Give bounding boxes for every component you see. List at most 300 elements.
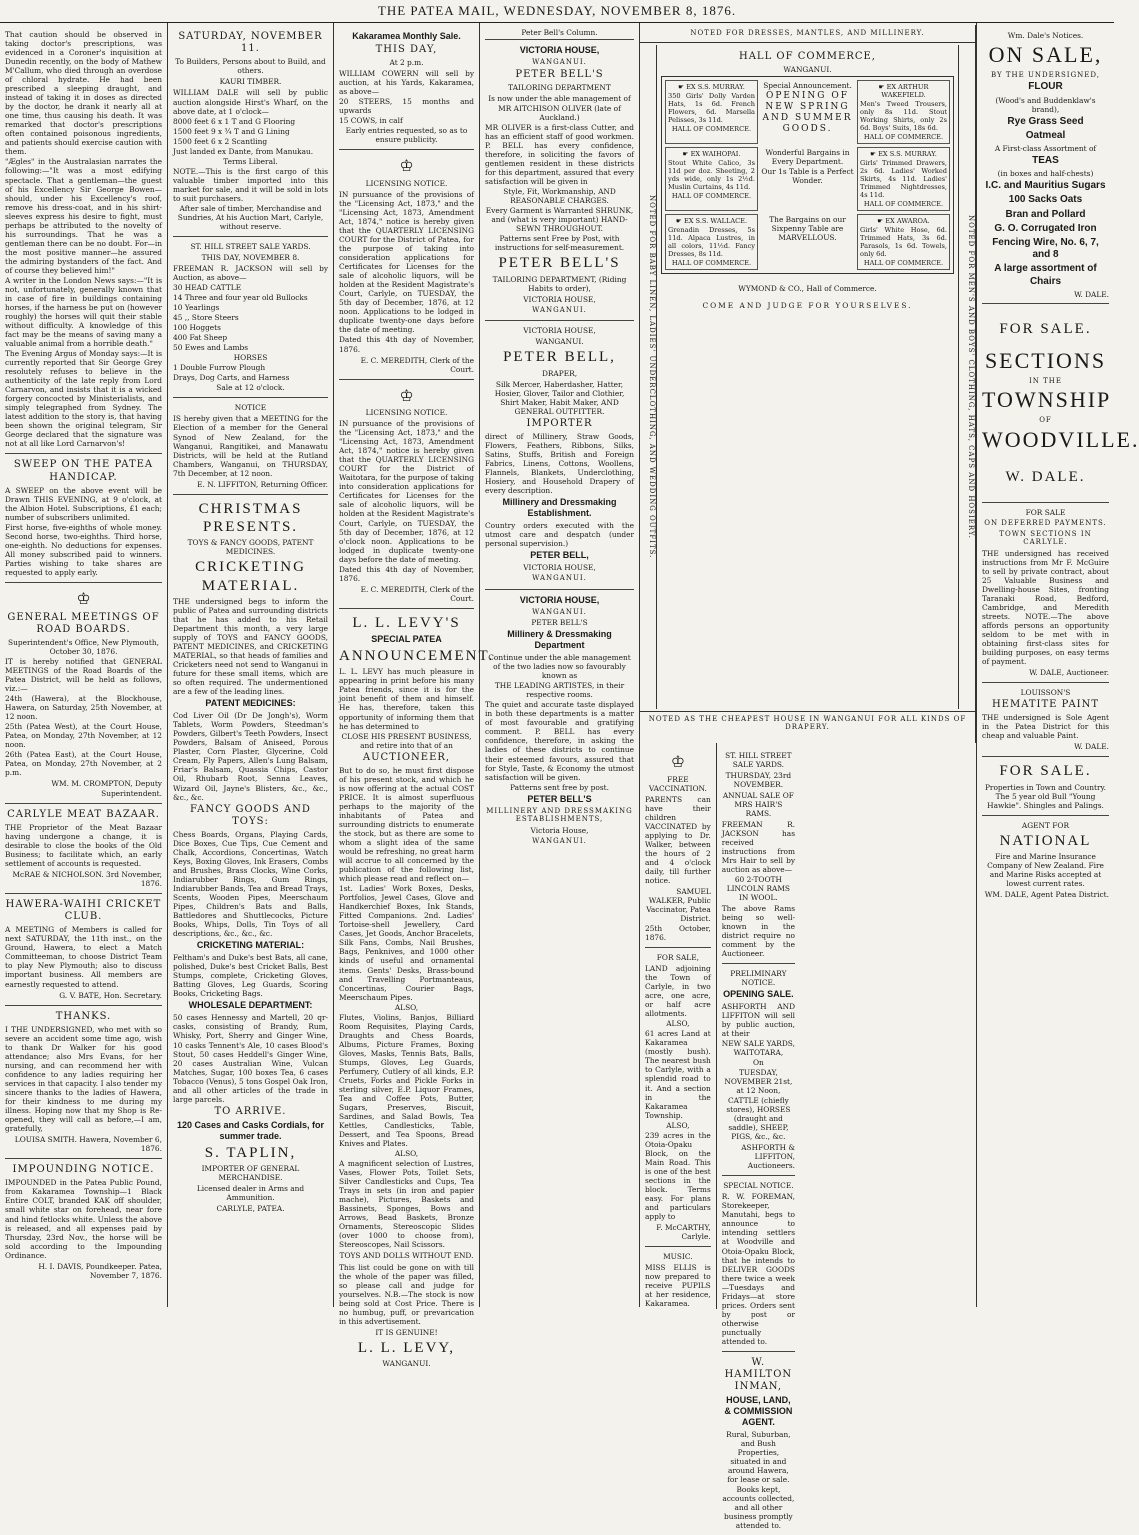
vacc-body: PARENTS can have their children VACCINATED by applying to Dr. Walker, between the hours of 2 and 4 o'clock daily, till further notice. (645, 794, 711, 885)
meat-signature: McRAE & NICHOLSON. 3rd November, 1876. (12, 869, 162, 888)
sale-signature: F. McCARTHY, Carlyle. (656, 1222, 711, 1242)
boards-body: IT is hereby notified that GENERAL MEETINGS of the Road Boards of the Patea District, will be held as follows, viz.:— (5, 657, 162, 694)
stock-line: 30 HEAD CATTLE (173, 283, 242, 293)
fs2-signature: W. DALE, Auctioneer. (1029, 667, 1109, 677)
pointing-hand-icon: ☛ (877, 217, 886, 226)
importer-title: IMPORTER (526, 417, 593, 429)
boards-meeting: 26th (Patea East), at the Court House, Patea, on Monday, 27th November, at 2 p.m. (5, 750, 162, 778)
taplin-licence: Licensed dealer in Arms and Ammunition. (196, 1184, 305, 1203)
tailor-style: Style, Fit, Workmanship, AND REASONABLE CHARGES. (503, 187, 616, 206)
timber-line: 1500 feet 9 x ¾ T and G Lining (173, 126, 290, 136)
inman-advert (722, 1352, 795, 1535)
boards-title: GENERAL MEETINGS OF ROAD BOARDS. (7, 611, 160, 635)
sale-also-2: ALSO, (666, 1120, 690, 1130)
cmat-title: CRICKETING MATERIAL: (196, 940, 305, 951)
importer-body: direct of Millinery, Straw Goods, Flowers, Feathers, Ribbons, Silks, Satins, Stuffs, British and Foreign Fabrics, Linens, Cottons, Woollens, Flannels, Blankets, Underclothing, Hosiery, and Household Drapery of every description. (485, 431, 634, 496)
box-body: Grenadin Dresses, 5s 11d. Alpaca Lustres, in all colors, 11½d. Fancy Dresses, 8s 11d. (668, 226, 755, 259)
hall-of-commerce-advert (640, 25, 976, 743)
table-note: Our 1s Table is a Perfect Wonder. (761, 167, 854, 186)
mill-body: Country orders executed with the utmost care and despatch (under personal supervision.) (485, 521, 634, 549)
levy-body: L. L. LEVY has much pleasure in appearing in print before his many Patea friends, since it is for the joint benefit of them and himself. He has, therefore, taken this opportunity of informing them that he has determined to (339, 667, 474, 731)
vh2-title: VICTORIA HOUSE, (523, 326, 596, 336)
vh3-artistes: THE LEADING ARTISTES, in their respective rooms. (494, 681, 625, 700)
meat-body: THE Proprietor of the Meat Bazaar having undergone a change, it is desirable to close the books of the Old Business; to facilitate which, an early settlement of accounts is requested. (5, 822, 162, 868)
vh3-est: MILLINERY AND DRESSMAKING ESTABLISHMENTS, (486, 806, 633, 824)
levy-close: CLOSE HIS PRESENT BUSINESS, and retire into that of an (341, 731, 472, 750)
boards-signature: WM. M. CROMPTON, Deputy Superintendent. (51, 779, 162, 798)
box-body: 350 Girls' Dolly Varden Hats, 1s 6d. French Flowers, 6d. Marsella Pelisses, 3s 11d. (668, 91, 755, 124)
dale-head: Wm. Dale's Notices. (1007, 31, 1084, 40)
thanks-advert (5, 1006, 162, 1160)
tailor-sub: TAILORING DEPARTMENT (508, 82, 611, 92)
inman-sub: HOUSE, LAND, & COMMISSION AGENT. (724, 1395, 793, 1428)
tailor-patterns: Patterns sent Free by Post, with instructions for self-measurement. (494, 234, 625, 253)
sixpenny-table (761, 214, 854, 270)
box-foot: HALL OF COMMERCE. (671, 192, 752, 201)
annual-sale: ANNUAL SALE OF MRS HAIR'S RAMS. (722, 791, 794, 819)
news-article (5, 26, 162, 454)
pound-signature: H. I. DAVIS, Poundkeeper. Patea, November 7, 1876. (38, 1261, 162, 1280)
at-time: At 2 p.m. (389, 58, 424, 68)
millinery-advert (485, 590, 634, 852)
rams-note: The above Rams being so well-known in the district require no comment by the Auctioneer. (721, 903, 795, 958)
rye: Rye Grass Seed (1007, 115, 1084, 127)
xmas-title: CHRISTMAS PRESENTS. (198, 500, 303, 535)
stock-line: 400 Fat Sheep (173, 333, 228, 343)
levy-address: WANGANUI. (382, 1359, 431, 1369)
vh2-place: WANGANUI. (535, 337, 584, 347)
sections: SECTIONS (984, 348, 1107, 374)
ashforth-signature: ASHFORTH & LIFFITON, Auctioneers. (741, 1143, 795, 1171)
bran: Bran and Pollard (1005, 208, 1086, 220)
of: OF (1039, 416, 1052, 425)
this-day: THIS DAY, (375, 43, 438, 55)
pb2-title: PETER BELL'S (498, 255, 621, 272)
oats: 100 Sacks Oats (1008, 194, 1083, 206)
levy-signature: L. L. LEVY, (357, 1339, 456, 1356)
vh3-pb: PETER BELL'S (531, 618, 588, 628)
crick-body: THE undersigned begs to inform the public of Patea and surrounding districts that he has added to his Retail Department this month, a very large supply of TOYS and FANCY GOODS, PATENT MEDICINES, and CRICKETING MATERIAL, so that heads of families and Cricketers need not send to Wanganui in future for these small items, which are so often required. The undermentioned are a few of the leading lines. (173, 596, 328, 697)
fs3-title: FOR SALE. (999, 763, 1092, 780)
tailor-title: PETER BELL'S (515, 68, 604, 80)
paint-title: LOUISSON'S (1020, 688, 1071, 697)
vacc-signature: SAMUEL WALKER, Public Vaccinator, Patea District. (646, 886, 711, 923)
opening: OPENING OF NEW SPRING AND SUMMER GOODS. (762, 90, 853, 134)
fs-title: FOR SALE. (999, 320, 1092, 337)
cricket-club-advert (5, 894, 162, 1006)
hall-place: WANGANUI. (783, 64, 832, 74)
steers-line: 20 STEERS, 15 months and upwards (339, 97, 474, 116)
taplin-title: S. TAPLIN, (204, 1144, 297, 1161)
paint-body: THE undersigned is Sole Agent in the Patea District for this cheap and valuable Paint. (982, 713, 1109, 741)
article-paragraph: A writer in the London News says:—"It is not, unfortunately, generally known that in case of fire in buildings containing horses, if the harness be put on (however roughly) the horses will quit their stable without difficulty. A knowledge of this fact may be the means of saving many a valuable animal from a horrible death." (5, 275, 162, 349)
box-head: ☛ EX WAIHOPAI. (682, 149, 741, 158)
music-title: MUSIC. (663, 1252, 693, 1262)
tailor-warrant: Every Garment is Warranted SHRUNK, and (what is very important) HAND-SEWN THROUGHOUT. (485, 206, 634, 234)
fs2-body: THE undersigned has received instructions from Mr F. McGuire to sell by private contract, about 25 Valuable Business and Dwelling-house Sites, fronting Taranaki Road, Bedford, Cambridge, and Meredith streets. NOTE.—The above affords persons an opportunity seldom to be met with in obtaining first-class sites for building purposes, on easy terms of payment. (982, 548, 1109, 666)
column-6 (717, 743, 800, 1530)
column-1 (0, 23, 168, 1307)
cricket-body: A MEETING of Members is called for next SATURDAY, the 11th inst., on the Ground, Hawera, to elect a Match Committeeman, to choose District Team to play New Plymouth; also to discuss important business. All members are earnestly requested to attend. (5, 925, 162, 989)
cricket-title: HAWERA-WAIHI CRICKET CLUB. (5, 898, 162, 923)
cowern-body: WILLIAM COWERN will sell by auction, at his Yards, Kakaramea, as above— (339, 69, 474, 97)
tailor-mgmt: Is now under the able management of (488, 93, 631, 103)
hematite-paint-advert (982, 683, 1109, 757)
chairs: A large assortment of Chairs (994, 263, 1097, 287)
special-notice-advert (722, 1176, 795, 1352)
taplin-address: CARLYLE, PATEA. (216, 1204, 285, 1214)
vh3-patterns: Patterns sent free by post. (510, 782, 609, 792)
music-advert (645, 1247, 711, 1313)
article-paragraph: That caution should be observed in taking doctor's prescriptions, was evidenced in a Coroner's inquisition at Dunedin recently, on the body of Mathew M'Callum, who died through an overdose of chloral hydrate. He had been prescribed a sleeping draught, and instead of taking it in doses as directed by the doctor, he drank it nearly all at one time, thus causing his death. It was remarked that doctor's prescriptions often contained poisonous ingredients, and patients should exercise caution with them. (5, 30, 162, 157)
levy-sub: SPECIAL PATEA (371, 634, 442, 645)
vh1-title: VICTORIA HOUSE, (519, 45, 600, 56)
meat-title: CARLYLE MEAT BAZAAR. (7, 808, 160, 820)
jackson-body-6: FREEMAN R. JACKSON has received instructions from Mrs Hair to sell by auction as above— (721, 820, 795, 875)
patent-body: Cod Liver Oil (Dr De Jongh's), Worm Tablets, Worm Powders, Steedman's Powders, Gilbert's Teeth Powders, Insect Powders, Balsam of Aniseed, Porous Plaster, Corn Plaster, Glycerine, Cold Cream, Fly Papers, Allen's Lung Balsam, Friar's Balsam, Quassia Chips, Castor Oil, Rhubarb Root, Senna Leaves, Wizard Oil, Jayne's Blisters, &c., &c., &c., &c. (173, 711, 328, 802)
hall-title: HALL OF COMMERCE, (738, 50, 876, 62)
lic2-body: IN pursuance of the provisions of the "Licensing Act, 1873," and the "Licensing Act, 1873, Amendment Act, 1874," notice is hereby given that the QUARTERLY LICENSING COURT for the District of Waitotara, for the purpose of taking into consideration applications for Certificates for Licenses for the sale of alcoholic liquors, will be holden at the Resident Magistrate's Court, Carlyle, on TUESDAY, the 5th day of December, 1876, at 12 o'clock noon. Applications to be lodged in duplicate twenty-one days before the date of meeting. (339, 419, 474, 564)
bargain-box (857, 80, 950, 144)
bargain-box (857, 147, 950, 211)
paint-signature: W. DALE. (1074, 742, 1109, 752)
notice-title: NOTICE (234, 403, 267, 413)
opening-sale-advert (722, 964, 795, 1177)
mill-title: Millinery and Dressmaking Establishment. (502, 497, 617, 519)
tailor-body: MR OLIVER is a first-class Cutter, and has an efficient staff of good workmen. P. BELL has every confidence, therefore, in soliciting the favors of gentlemen resident in these districts for this department, assured that every satisfaction will be given in (485, 122, 634, 187)
lic2-date: Dated this 4th day of November, 1876. (339, 564, 474, 583)
crown-emblem-icon: ♔ (670, 752, 686, 771)
road-boards-advert (5, 583, 162, 803)
wholesale-title: WHOLESALE DEPARTMENT: (188, 1000, 313, 1011)
box-body: Girls' Trimmed Drawers, 2s 6d. Ladies' Worked Skirts, 4s 11d. Ladies' Trimmed Nightdresses, 4s 11d. (860, 159, 947, 200)
masthead: THE PATEA MAIL, WEDNESDAY, NOVEMBER 8, 1876. (0, 0, 1114, 23)
sweep-title: SWEEP ON THE PATEA HANDICAP. (13, 459, 154, 483)
draper-advert (485, 321, 634, 589)
sale-body-2: 61 acres Land at Kakaramea (mostly bush). The nearest bush to Carlyle, with a splendid road to it. And a section in the Kakaramea Township. (645, 1029, 711, 1120)
box-head: ☛ EX ARTHUR WAKEFIELD. (878, 82, 929, 99)
stock-line: 50 Ewes and Lambs (173, 343, 249, 353)
township: TOWNSHIP (982, 387, 1112, 413)
synod-notice (173, 398, 328, 494)
column-5-lower (640, 743, 717, 1309)
kauri-title: KAURI TIMBER. (219, 77, 282, 87)
box-body: Men's Tweed Trousers, only 8s 11d. Stout Working Shirts, only 2s 6d. Boys' Suits, 18s 6d. (860, 99, 947, 132)
kakaramea-sale-advert (339, 26, 474, 150)
iron: G. O. Corrugated Iron (994, 222, 1097, 234)
carlyle-sections-advert (982, 503, 1109, 683)
timber-sale-advert (173, 26, 328, 237)
fancy-body: Chess Boards, Organs, Playing Cards, Dice Boxes, Cue Tips, Cue Cement and Chalk, Accordions, Concertinas, Watch Keys, Boxing Gloves, Ink Erasers, Combs and Brushes, Brass Clocks, Wine Corks, Indiarubber Rings, Gum Rings, Indiarubber Bands, Tea and Bread Trays, Scents, Wooden Pipes, Meerschaum Pipes, Children's Bats and Balls, Battledores and Shuttlecocks, Picture Books, Whips, Dolls, Tin Toys of all descriptions, &c., &c., &c. (173, 829, 328, 939)
lic1-date: Dated this 4th day of November, 1876. (339, 335, 474, 354)
meat-bazaar-advert (5, 804, 162, 894)
pointing-hand-icon: ☛ (675, 217, 684, 226)
rams-line: 60 2-TOOTH LINCOLN RAMS IN WOOL. (726, 875, 790, 903)
levy-announcement: ANNOUNCEMENT. (339, 648, 495, 665)
woodville: WOODVILLE. (982, 426, 1139, 452)
levy-advert (339, 609, 495, 1374)
foreman-body: R. W. FOREMAN, Storekeeper, Manutahi, begs to announce to intending settlers at Woodville and Otoia-Opaku Block, that he intends to DELIVER GOODS there twice a week—Tuesdays and Fridays—at store prices. Orders sent by post or otherwise punctually attended to. (721, 1192, 795, 1346)
on-sale: ON SALE, (988, 42, 1103, 68)
lic2-signature: E. C. MEREDITH, Clerk of the Court. (360, 584, 474, 603)
dale-on-sale-advert (982, 26, 1109, 304)
stock-line: 100 Hoggets (173, 323, 221, 333)
pb3-signature: PETER BELL, (530, 550, 589, 561)
vh3-signature: PETER BELL'S (527, 793, 592, 804)
sweep-advert (5, 454, 162, 583)
stock-line: Drays, Dog Carts, and Harness (173, 373, 290, 383)
paint-sub: HEMATITE PAINT (991, 699, 1100, 711)
fs2-sub: ON DEFERRED PAYMENTS. (984, 518, 1107, 527)
timber-note: Just landed ex Dante, from Manukau. (173, 146, 314, 156)
noted-bottom: NOTED AS THE CHEAPEST HOUSE IN WANGANUI FOR ALL KINDS OF DRAPERY. (640, 711, 975, 735)
vaccination-advert (645, 746, 711, 948)
new-yards: NEW SALE YARDS, WAITOTARA, (721, 1038, 795, 1057)
vh3-vh: Victoria House, (530, 825, 589, 835)
bargain-grid (661, 76, 954, 275)
fs2-town: TOWN SECTIONS IN CARLYLE. (999, 529, 1092, 547)
come-judge: COME AND JUDGE FOR YOURSELVES. (702, 301, 913, 311)
pound-body: IMPOUNDED in the Patea Public Pound, from Kakaramea Township—1 Black Entire COLT, branded KAK off shoulder, small white star on forehead, near fore and hind fetlocks white. Unless the above is released, and all expenses paid by Thursday, 23rd Nov., the horse will be sold according to the Impounding Ordinance. (5, 1178, 162, 1260)
lic1-signature: E. C. MEREDITH, Clerk of the Court. (360, 355, 474, 374)
special-title: SPECIAL NOTICE. (723, 1181, 794, 1191)
notice-signature: E. N. LIFFITON, Returning Officer. (197, 479, 328, 489)
bargain-box (665, 80, 758, 144)
notice-body: IS hereby given that a MEETING for the Election of a member for the General Synod of New Zealand, for the Wanganui, Rangitikei, and Manawatu Districts, will be held at the Rutland Chambers, Wanganui, on THURSDAY, 7th December, at 12 noon. (173, 414, 328, 478)
lic1-title: LICENSING NOTICE. (365, 178, 448, 188)
cmat-body: Feltham's and Duke's best Bats, all cane, polished, Duke's best Cricket Balls, Best Stumps, complete, Cricketing Gloves, Batting Gloves, Leg Guards, Scoring Books, Cricketing Bags. (173, 953, 328, 999)
sale-title: FOR SALE, (656, 953, 699, 963)
national: NATIONAL (999, 832, 1092, 849)
tailoring-advert (485, 39, 634, 321)
levy-body-2: But to do so, he must first dispose of his present stock, and which he is now offering at the actual COST PRICE. It is almost superfluous perhaps to the majority of the inhabitants of Patea and surrounding districts to enumerate the stock, but as there are some to whom a slight idea of the same would be refreshing, no great harm will accrue to all concerned by the publication of the following list, which please read and reflect on— (339, 765, 474, 884)
w-dale: W. DALE. (1005, 468, 1086, 485)
sat-title: SATURDAY, NOVEMBER 11. (178, 31, 323, 55)
inman-title: W. HAMILTON INMAN, (724, 1356, 793, 1393)
box-foot: HALL OF COMMERCE. (671, 259, 752, 268)
land-sale-advert (645, 948, 711, 1247)
article-paragraph: The Evening Argus of Monday says:—It is currently reported that Sir George Grey resolutely refuses to believe in the authenticity of the late reply from Lord Carnarvon, and insists that it is a wicked forgery concocted by Ministerialists, and simply telegraphed from Sydney. The latest addition to the story is, that having been shown the original telegram, Sir George declared that the signature was not at all like Lord Carnarvon's! (5, 349, 162, 449)
levy-list: 1st. Ladies' Work Boxes, Desks, Portfolios, Jewel Cases, Glove and Handkerchief Boxes, Ink Stands, Fitted Companions. 2nd. Ladies' Tortoise-shell Jewellery, Card Cases, Jet Goods, Anchor Bracelets, Silk Fans, Combs, Nail Brushes, Bags, Penknives, and 1000 other kinds of useful and ornamental items. Gents' Desks, Brass-bound and Travelling Portmanteaus, Concertinas, Courier Bags, Meerschaum Pipes. (339, 884, 474, 1002)
noted-right: NOTED FOR MEN'S AND BOYS' CLOTHING, HATS, CAPS AND HOSIERY. (958, 45, 975, 709)
pb2-place: WANGANUI. (532, 305, 587, 314)
in-the: IN THE (1029, 376, 1062, 385)
vacc-date: 25th October, 1876. (645, 924, 711, 943)
vh1-place: WANGANUI. (532, 58, 587, 66)
draper-trades: Silk Mercer, Haberdasher, Hatter, Hosier, Glover, Tailor and Clothier, Shirt Maker, Habit Maker, AND GENERAL OUTFITTER. (494, 379, 625, 416)
levy-auctioneer: AUCTIONEER, (362, 751, 451, 763)
yards-date-6: THURSDAY, 23rd NOVEMBER. (725, 771, 792, 790)
sugars: I.C. and Mauritius Sugars (985, 180, 1106, 192)
box-foot: HALL OF COMMERCE. (671, 124, 752, 133)
cows-line: 15 COWS, in calf (339, 116, 403, 126)
box-foot: HALL OF COMMERCE. (863, 200, 944, 209)
pointing-hand-icon: ☛ (870, 149, 879, 158)
crown-emblem-icon: ♔ (76, 589, 91, 609)
bargain-box (665, 147, 758, 211)
box-body: Stout White Calico, 3s 11d per doz. Sheeting, 2 yds wide, only 1s 2½d. Muslin Curtains, 4s 11d. (668, 159, 755, 192)
fs3-body: Properties in Town and Country. The 5 year old Bull "Young Hawkie". Shingles and Palings. (984, 782, 1107, 810)
licensing-notice-patea (339, 150, 474, 379)
dale-signature: W. DALE. (1074, 289, 1109, 299)
patent-title: PATENT MEDICINES: (205, 698, 296, 709)
teas: TEAS (1032, 155, 1059, 167)
cricket-signature: G. V. BATE, Hon. Secretary. (59, 990, 162, 1000)
timber-line: 1500 feet 6 x 2 Scantling (173, 136, 268, 146)
sweep-body: A SWEEP on the above event will be Drawn THIS EVENING, at 9 o'clock, at the Albion Hotel. Subscriptions, £1 each; number of subscribers unlimited. (5, 485, 162, 522)
pb2-sub: TAILORING DEPARTMENT, (Riding Habits to order), (492, 274, 627, 293)
column-5 (640, 23, 975, 1530)
vh3-body-2: The quiet and accurate taste displayed in both these departments is a matter of most favourable and gratifying comment. P. BELL has every confidence, therefore, in asking the ladies of these districts to continue their esteemed favours, assured that for Style, Taste, & Economy the utmost satisfaction will be given. (485, 700, 634, 782)
oatmeal: Oatmeal (1025, 129, 1066, 141)
fs2-title: FOR SALE (1025, 507, 1066, 517)
entries-note: Early entries requested, so as to ensure publicity. (345, 126, 468, 145)
crick-title: CRICKETING MATERIAL. (195, 559, 306, 594)
bargain-box (665, 214, 758, 270)
draper-sub: DRAPER, (541, 368, 578, 378)
sixpenny: The Bargains on our Sixpenny Table are MARVELLOUS. (769, 215, 846, 243)
woodville-advert (982, 304, 1139, 503)
levy-also-2: ALSO, (394, 1149, 419, 1159)
arrive-title: TO ARRIVE. (214, 1105, 287, 1117)
nat-body: Fire and Marine Insurance Company of New Zealand. Fire and Marine Risks accepted at lowest current rates. (987, 852, 1104, 889)
taplin-sub: IMPORTER OF GENERAL MERCHANDISE. (201, 1164, 300, 1183)
yards-title: ST. HILL STREET SALE YARDS. (190, 241, 311, 251)
thanks-body: I THE UNDERSIGNED, who met with so severe an accident some time ago, wish to thank Dr Walker for his good attendance; also Mrs Evans, for her nursing, and can recommend her with confidence to any ladies requiring her services in that capacity. I also tender my sincere thanks to the ladies of Hawera, for their kindness to me during my illness. Hoping now that my Shop is Re-opened, they will call as before,—I am, gratefully, (5, 1024, 162, 1134)
peter-bell-column-head: Peter Bell's Column. (521, 28, 598, 37)
boards-meeting: 24th (Hawera), at the Blockhouse, Hawera, on Saturday, 25th November, at 12 noon. (5, 694, 162, 722)
column-7 (976, 23, 1139, 1307)
nat-signature: WM. DALE, Agent Patea District. (984, 890, 1109, 900)
vh3-place-2: WANGANUI. (532, 836, 587, 845)
fancy-title: FANCY GOODS AND TOYS: (190, 803, 311, 827)
lic2-title: LICENSING NOTICE. (365, 408, 448, 418)
levy-title: L. L. LEVY'S (352, 614, 461, 631)
flour-note: (Wood's and Buddenklaw's brand), (995, 95, 1096, 114)
stock-line: 1 Double Furrow Plough (173, 363, 266, 373)
after-sale: After sale of timber, Merchandise and Sundries, At his Auction Mart, Carlyle, without reserve. (177, 203, 324, 231)
box-foot: HALL OF COMMERCE. (863, 259, 944, 268)
pound-title: IMPOUNDING NOTICE. (12, 1164, 155, 1176)
insurance-advert (982, 816, 1109, 904)
sale-also: ALSO, (666, 1019, 690, 1029)
levy-list-3: A magnificent selection of Lustres, Vases, Flower Pots, Toilet Sets, Silver Candlesticks and Cups, Tea Trays in sets (in iron and papier mache), Pictures, Baskets and Bassinets, Sponges, Bows and Arrows, Bead Baskets, Bronze Ornaments, Stereoscopic Slides (over 1000 to choose from), Stereoscopes, Nail Scissors. (339, 1159, 474, 1250)
properties-advert (982, 757, 1109, 815)
box-head: ☛ EX S.S. MURRAY. (678, 82, 745, 91)
vh3-dept: Millinery & Dressmaking Department (507, 629, 612, 651)
prelim-title: PRELIMINARY NOTICE. (730, 968, 787, 987)
bargain-box (857, 214, 950, 270)
column-4 (480, 23, 640, 1307)
thanks-title: THANKS. (55, 1010, 112, 1022)
wonderful: Wonderful Bargains in Every Department. (765, 147, 850, 166)
box-head: ☛ EX S.S. WALLACE. (675, 217, 748, 226)
opening-title: OPENING SALE. (723, 988, 794, 999)
pb3-place: WANGANUI. (532, 574, 587, 583)
stock-line: 14 Three and four year old Bullocks (173, 293, 308, 303)
thanks-signature: LOUISA SMITH. Hawera, November 6, 1876. (14, 1135, 162, 1154)
tea-note: A First-class Assortment of (994, 144, 1097, 154)
stock-sale-advert (173, 237, 328, 398)
stock-list: CATTLE (chiefly stores), HORSES (draught and saddle), SHEEP, PIGS, &c., &c. (726, 1096, 791, 1142)
crown-emblem-icon: ♔ (399, 156, 414, 176)
arrive-sub: 120 Cases and Casks Cordials, for summer trade. (176, 1119, 325, 1141)
yards-day: THIS DAY, NOVEMBER 8. (201, 252, 300, 262)
box-head: ☛ EX S.S. MURRAY. (870, 149, 937, 158)
column-3 (334, 23, 495, 1369)
vh3-body: Continue under the able management of the two ladies now so favourably known as (488, 653, 631, 681)
box-head: ☛ EX AWAROA. (877, 217, 930, 226)
sat-sub: To Builders, Persons about to Build, and others. (175, 57, 326, 76)
pb3-vh: VICTORIA HOUSE, (523, 563, 596, 573)
by-undersigned: BY THE UNDERSIGNED, (991, 70, 1100, 79)
pointing-hand-icon: ☛ (682, 149, 691, 158)
licensing-notice-waitotara (339, 380, 474, 609)
box-body: Girls' White Hose, 6d. Trimmed Hats, 3s 6d. Parasols, 1s 6d. Towels, only 6d. (860, 226, 947, 259)
vacc-title: FREE VACCINATION. (648, 774, 707, 793)
music-body: MISS ELLIS is now prepared to receive PUPILS at her residence, Kakaramea. (645, 1263, 711, 1309)
stock-line: 45 ,, Store Steers (173, 313, 239, 323)
special-announcement (761, 80, 854, 144)
stock-line: 10 Yearlings (173, 303, 220, 313)
kaka-title: Kakaramea Monthly Sale. (352, 31, 461, 41)
jackson-body: FREEMAN R. JACKSON will sell by Auction, as above— (173, 264, 328, 283)
wymond: WYMOND & CO., Hall of Commerce. (738, 284, 877, 294)
pointing-hand-icon: ☛ (878, 82, 887, 91)
vh3-title: VICTORIA HOUSE, (519, 594, 600, 605)
sweep-prizes: First horse, five-eighths of whole money. Second horse, two-eighths. Third horse, one-eighth. No deductions for expenses. All money subscribed paid to winners. Parties wishing to take shares are requested to apply early. (5, 522, 162, 578)
noted-top: NOTED FOR DRESSES, MANTLES, AND MILLINERY. (640, 25, 975, 43)
taplin-advert (173, 495, 328, 1220)
teas-note: (in boxes and half-chests) (997, 169, 1094, 179)
tuesday-line: TUESDAY, NOVEMBER 21st, at 12 Noon, (724, 1067, 793, 1095)
pointing-hand-icon: ☛ (678, 82, 687, 91)
crown-emblem-icon: ♔ (399, 385, 414, 405)
sale-body-3: 239 acres in the Otoia-Opaku Block, on the Main Road. This is one of the best sections in the block. Terms easy. For plans and particulars apply to (645, 1130, 711, 1221)
on-label: On (752, 1057, 764, 1067)
noted-left: NOTED FOR BABY LINEN, LADIES' UNDERCLOTHING, AND WEDDING OUTFITS. (640, 45, 657, 709)
lic1-body: IN pursuance of the provisions of the "Licensing Act, 1873," and the "Licensing Act, 1873, Amendment Act, 1874," notice is hereby given that the QUARTERLY LICENSING COURT for the District of Patea, for the purpose of taking into consideration applications for Certificates for Licenses for the sale of alcoholic liquors, will be holden at the Resident Magistrate's Court, Carlyle, on TUESDAY, the 5th day of December, 1876, at 12 noon. Applications to be lodged in duplicate twenty-one days before the date of meeting. (339, 189, 474, 335)
inman-body: Rural, Suburban, and Bush Properties, situated in and around Hawera, for lease or sale. Books kept, accounts collected, and all other business promptly attended to. (722, 1430, 795, 1530)
levy-genuine: IT IS GENUINE! (375, 1327, 438, 1337)
impounding-advert (5, 1159, 162, 1285)
boards-meeting: 25th (Patea West), at the Court House, Patea, on Monday, 27th November, at 12 noon. (5, 722, 162, 750)
draper-name: PETER BELL, (503, 349, 616, 366)
yards-title-6: ST. HILL STREET SALE YARDS. (725, 751, 792, 770)
wire: Fencing Wire, No. 6, 7, and 8 (992, 237, 1099, 261)
levy-also: ALSO, (394, 1002, 419, 1012)
xmas-sub: TOYS & FANCY GOODS, PATENT MEDICINES. (187, 538, 314, 557)
column-2 (168, 23, 334, 1307)
levy-toys: TOYS AND DOLLS WITHOUT END. (339, 1251, 474, 1261)
wholesale-body: 50 cases Hennessy and Martell, 20 qr-casks, consisting of Brandy, Rum, Whisky, Port, Sherry and Ginger Wine, 10 casks Tennent's Ale, 10 cases Blood's Stout, 50 cases Heddell's Ginger Wine, 20 cases Australian Wine, Vulcan Matches, Sugar, 100 boxes Tea, 6 cases Tobacco (Venus), 5 tons Gospel Oak Iron, and all other articles of the trade in large parcels. (173, 1013, 328, 1104)
sale-time: Sale at 12 o'clock. (216, 383, 285, 393)
box-foot: HALL OF COMMERCE. (863, 132, 944, 141)
agent-for: AGENT FOR (1021, 820, 1070, 830)
levy-body-3: This list could be gone on with till the whole of the paper was filled, so please call and judge for yourselves. N.B.—The stock is now being sold at Cost Price. There is no humbug, puff, or prevarication in this advertisement. (339, 1262, 474, 1326)
wonderful-bargains (761, 147, 854, 211)
flour: FLOUR (1028, 81, 1063, 93)
sale-body: LAND adjoining the Town of Carlyle, in two acre, one acre, or half acre allotments. (645, 964, 711, 1019)
stock-line: HORSES (233, 353, 268, 363)
timber-line: 8000 feet 6 x 1 T and G Flooring (173, 116, 296, 126)
vh3-place: WANGANUI. (532, 607, 587, 616)
article-paragraph: "Ægles" in the Australasian narrates the following:—"It was a most edifying spectacle. That a gentleman—the guest of his Excellency Sir George Bowen—should, under his Excellency's roof, remove his dress-coat, and in his shirt-sleeves express his desire to fight, must perhaps be attributed to the novelty of his surroundings. That he was a gentleman there can be no doubt. For—in the most positive manner—he assured the admiring bystanders of the fact. And of course they believed him!" (5, 157, 162, 275)
hall-body (657, 45, 958, 709)
special: Special Announcement. (763, 80, 852, 90)
dale-body: WILLIAM DALE will sell by public auction alongside Hirst's Wharf, on the above date, at 1 o'clock— (173, 88, 328, 116)
tailor-name: MR AITCHISON OLIVER (late of Auckland.) (498, 103, 621, 122)
